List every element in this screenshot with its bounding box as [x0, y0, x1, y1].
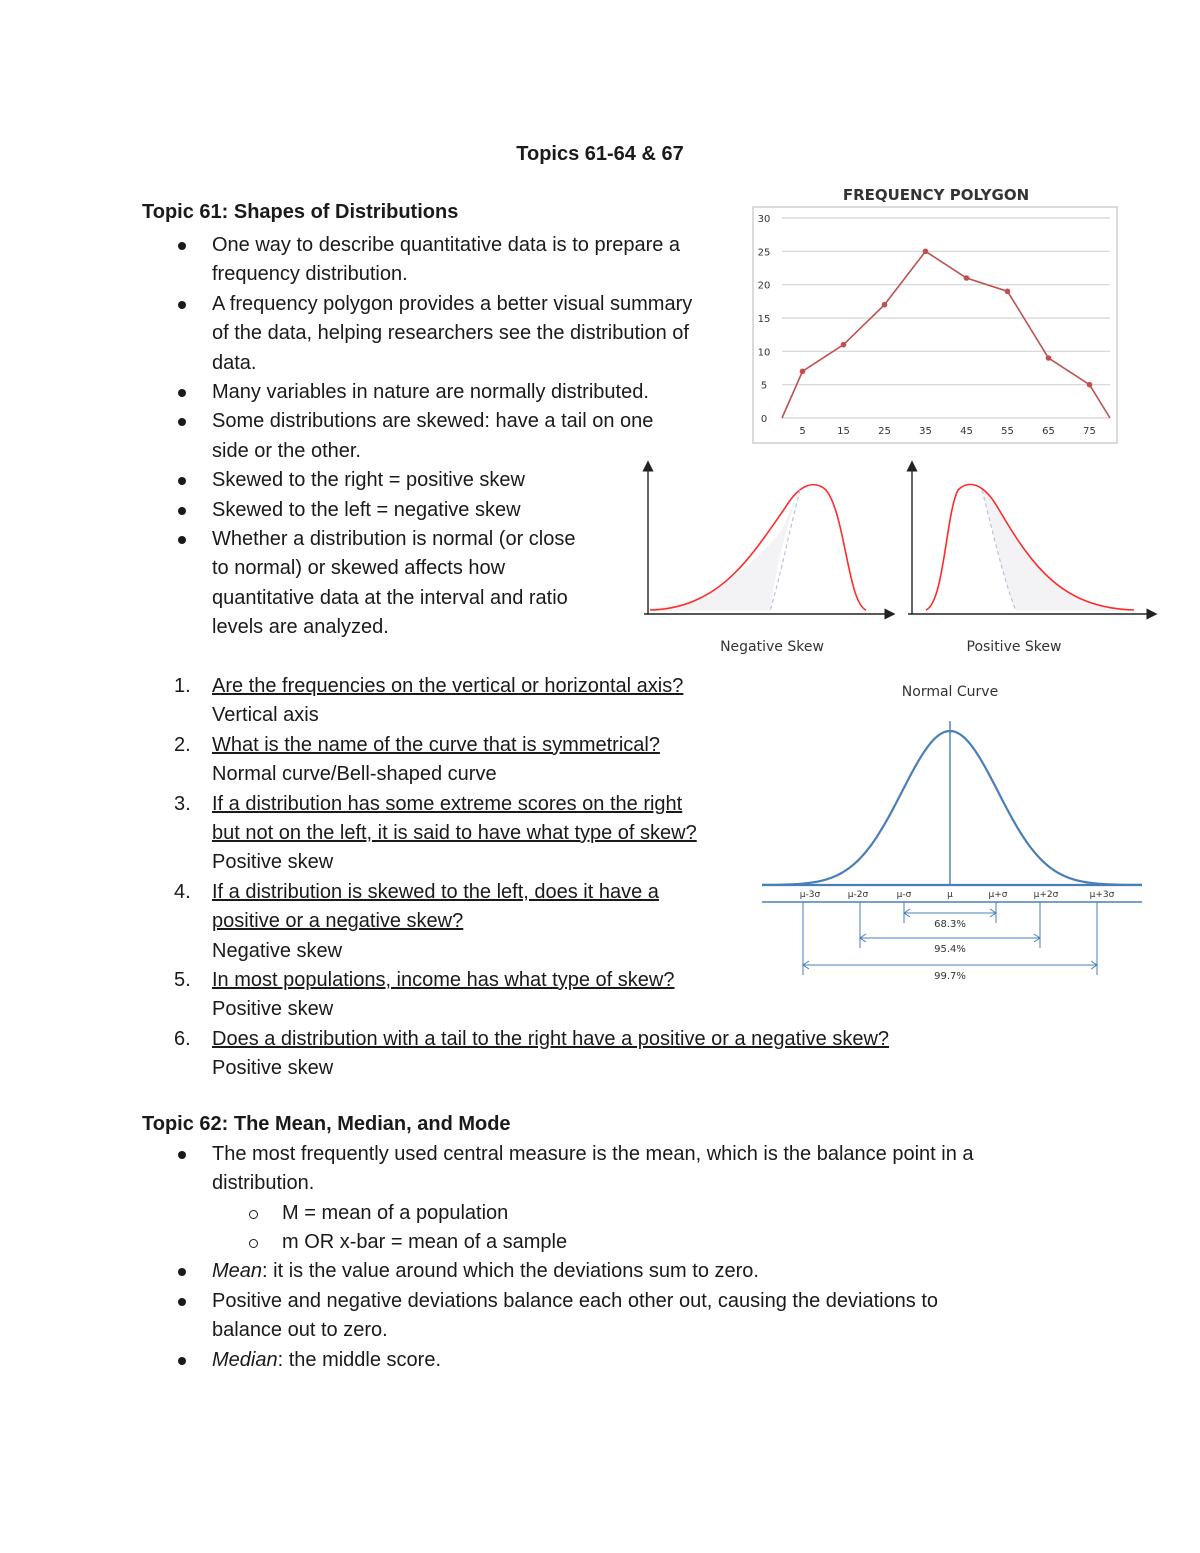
y-tick-label: 30 — [757, 214, 771, 225]
question-number: 2. — [174, 733, 191, 756]
data-point — [1087, 382, 1093, 388]
question-text: Does a distribution with a tail to the right have a positive or a negative skew? — [212, 1027, 890, 1050]
question-text: Are the frequencies on the vertical or horizontal axis? — [212, 675, 684, 697]
sigma-tick-label: μ-2σ — [847, 890, 869, 900]
answer-text: Positive skew — [212, 1057, 334, 1080]
answer-text: Positive skew — [212, 998, 334, 1021]
bullet-marker — [178, 1357, 186, 1365]
sigma-tick-label: μ-3σ — [799, 890, 821, 900]
term-mean: Mean — [212, 1260, 263, 1282]
plot-frame — [753, 207, 1117, 443]
y-tick-label: 5 — [760, 380, 768, 392]
bullet-marker — [178, 389, 186, 397]
y-tick-label: 15 — [757, 314, 771, 325]
question-text: What is the name of the curve that is symmetrical? — [212, 733, 660, 756]
question-number: 5. — [174, 969, 191, 991]
question-text: In most populations, income has what type of skew? — [212, 969, 675, 991]
positive-skew-caption: Positive Skew — [966, 639, 1062, 655]
question-number: 3. — [174, 792, 191, 815]
question-number: 1. — [174, 675, 191, 697]
list-item: One way to describe quantitative data is to prepare a — [212, 234, 681, 256]
bullet-marker — [178, 507, 186, 515]
question-text: If a distribution has some extreme scores on the right — [212, 792, 683, 815]
y-tick-label: 10 — [757, 347, 771, 359]
normal-curve-line — [762, 731, 1142, 885]
list-item-continuation: distribution. — [212, 1172, 315, 1194]
x-tick-label: 25 — [878, 426, 891, 437]
list-item: The most frequently used central measure is the mean, which is the balance point in a — [212, 1143, 974, 1165]
chart-title: FREQUENCY POLYGON — [842, 186, 1030, 204]
list-item: Skewed to the right = positive skew — [212, 469, 525, 492]
topic-62-heading: Topic 62: The Mean, Median, and Mode — [142, 1113, 511, 1135]
sigma-tick-label: μ+σ — [988, 890, 1008, 900]
x-tick-label: 5 — [799, 426, 806, 437]
list-item-continuation: of the data, helping researchers see the distribution of — [212, 322, 689, 345]
data-point — [964, 275, 970, 281]
x-tick-label: 65 — [1042, 426, 1055, 437]
y-tick-label: 0 — [760, 414, 768, 425]
answer-text: Negative skew — [212, 939, 343, 962]
frequency-polygon-chart — [750, 180, 1122, 446]
bullet-marker — [178, 1151, 186, 1159]
question-text: If a distribution is skewed to the left, does it have a — [212, 880, 659, 903]
document-title: Topics 61-64 & 67 — [516, 143, 684, 165]
list-item-continuation: data. — [212, 351, 257, 374]
data-point — [882, 302, 888, 308]
topic-61-heading: Topic 61: Shapes of Distributions — [142, 201, 459, 223]
sigma-tick-label: μ-σ — [896, 890, 912, 900]
interval-percent-label: 95.4% — [934, 944, 966, 955]
y-tick-label: 20 — [757, 280, 771, 292]
term-median: Median — [212, 1349, 278, 1371]
list-item: Skewed to the left = negative skew — [212, 498, 521, 521]
positive-skew-chart — [898, 458, 1160, 660]
data-point — [841, 342, 847, 348]
sub-list-item: M = mean of a population — [282, 1202, 509, 1224]
sub-list-item: m OR x-bar = mean of a sample — [282, 1231, 568, 1253]
sigma-tick-label: μ — [947, 890, 953, 900]
list-item: Whether a distribution is normal (or close — [212, 528, 576, 550]
negative-skew-figure — [630, 458, 900, 660]
bullet-marker — [178, 301, 186, 309]
list-item — [212, 1257, 759, 1286]
bullet-marker — [178, 477, 186, 485]
data-point — [800, 369, 806, 375]
bullet-marker — [178, 536, 186, 544]
list-item: Positive and negative deviations balance each other out, causing the deviations to — [212, 1290, 939, 1312]
list-item: Some distributions are skewed: have a tail on one — [212, 410, 654, 433]
question-text: positive or a negative skew? — [212, 910, 464, 933]
sub-bullet-marker — [249, 1210, 258, 1219]
data-point — [1005, 289, 1011, 295]
question-text: but not on the left, it is said to have what type of skew? — [212, 822, 697, 844]
y-tick-label: 25 — [757, 247, 771, 259]
x-tick-label: 55 — [1001, 426, 1014, 437]
normal-curve-title: Normal Curve — [901, 684, 999, 700]
negative-skew-caption: Negative Skew — [720, 639, 824, 655]
bullet-marker — [178, 1298, 186, 1306]
interval-percent-label: 68.3% — [934, 919, 966, 930]
interval-percent-label: 99.7% — [934, 971, 966, 982]
data-point — [923, 249, 929, 255]
negative-skew-chart — [630, 458, 900, 660]
x-tick-label: 45 — [960, 426, 973, 437]
list-item-continuation: frequency distribution. — [212, 263, 408, 286]
question-number: 4. — [174, 880, 191, 903]
answer-text: Positive skew — [212, 851, 334, 874]
question-number: 6. — [174, 1027, 191, 1050]
x-tick-label: 35 — [919, 426, 932, 437]
list-item-continuation: side or the other. — [212, 439, 361, 462]
x-tick-label: 15 — [837, 426, 850, 437]
definition-text: : the middle score. — [277, 1349, 442, 1371]
frequency-polygon-figure — [750, 180, 1122, 446]
normal-curve-chart — [758, 676, 1144, 986]
bullet-marker — [178, 1268, 186, 1276]
list-item-continuation: to normal) or skewed affects how — [212, 557, 506, 580]
list-item-continuation: quantitative data at the interval and ratio — [212, 586, 568, 609]
sigma-tick-label: μ+3σ — [1089, 890, 1115, 900]
sigma-tick-label: μ+2σ — [1033, 890, 1059, 900]
sub-bullet-marker — [249, 1239, 258, 1248]
data-point — [1046, 355, 1052, 361]
x-tick-label: 75 — [1083, 426, 1096, 437]
negative-skew-shaded-area — [650, 488, 800, 611]
positive-skew-figure — [898, 458, 1160, 660]
list-item-continuation: levels are analyzed. — [212, 616, 389, 639]
positive-skew-shaded-area — [982, 488, 1134, 611]
bullet-marker — [178, 418, 186, 426]
list-item-continuation: balance out to zero. — [212, 1319, 388, 1341]
answer-text: Vertical axis — [212, 704, 319, 727]
definition-text: : it is the value around which the deviations sum to zero. — [262, 1260, 759, 1282]
list-item — [212, 1346, 441, 1375]
bullet-marker — [178, 242, 186, 250]
list-item: A frequency polygon provides a better visual summary — [212, 292, 693, 315]
normal-curve-figure — [758, 676, 1144, 986]
answer-text: Normal curve/Bell-shaped curve — [212, 763, 497, 786]
list-item: Many variables in nature are normally distributed. — [212, 381, 649, 403]
